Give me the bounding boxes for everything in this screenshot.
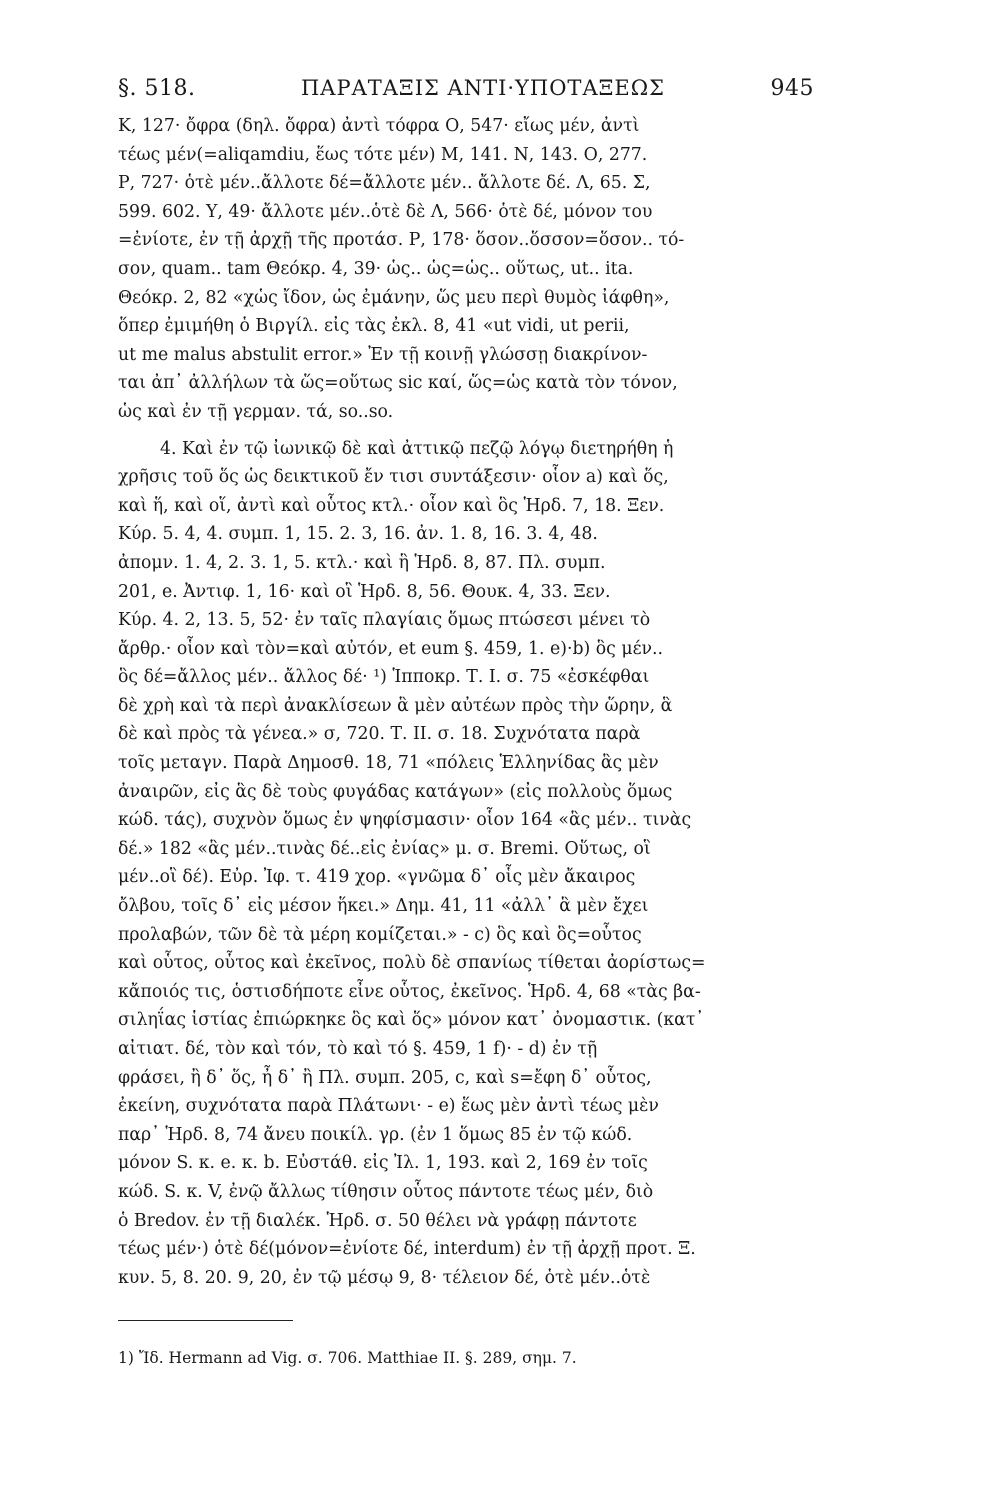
text-line: χρῆσις τοῦ ὅς ὡς δεικτικοῦ ἔν τισι συντάξεσιν· οἷον a) καὶ ὅς, — [118, 467, 669, 488]
text-line: σιληΐας ἱστίας ἐπιώρκηκε ὃς καὶ ὅς» μόνον κατ᾽ ὀνομαστικ. (κατ᾽ — [118, 1010, 705, 1031]
text-line: αἰτιατ. δέ, τὸν καὶ τόν, τὸ καὶ τό §. 459, 1 f)· - d) ἐν τῇ — [118, 1039, 598, 1059]
text-line: ὅπερ ἐμιμήθη ὁ Βιργίλ. εἰς τὰς ἐκλ. 8, 41 «ut vidi, ut perii, — [118, 316, 630, 337]
text-line: ὁ Bredov. ἐν τῇ διαλέκ. Ἡρδ. σ. 50 θέλει νὰ γράφῃ πάντοτε — [118, 1210, 637, 1231]
text-line: ἀναιρῶν, εἰς ἃς δὲ τοὺς φυγάδας κατάγων» (εἰς πολλοὺς ὅμως — [118, 781, 673, 802]
text-line: ὃς δέ=ἄλλος μέν.. ἄλλος δέ· ¹) Ἱπποκρ. Τ. Ι. σ. 75 «ἐσκέφθαι — [118, 667, 650, 688]
section-number: §. 518. — [118, 76, 196, 101]
paragraph-start-line: 4. Καὶ ἐν τῷ ἰωνικῷ δὲ καὶ ἀττικῷ πεζῷ λόγῳ διετηρήθη ἡ — [160, 438, 674, 459]
text-line: καὶ ἥ, καὶ οἵ, ἀντὶ καὶ οὗτος κτλ.· οἷον καὶ ὃς Ἡρδ. 7, 18. Ξεν. — [118, 495, 665, 516]
paragraph-gap — [118, 427, 808, 435]
text-line: τέως μέν·) ὁτὲ δέ(μόνον=ἐνίοτε δέ, interdum) ἐν τῇ ἀρχῇ προτ. Ξ. — [118, 1239, 696, 1260]
footnote-divider — [118, 1320, 293, 1321]
text-line: κώδ. S. κ. V, ἐνῷ ἄλλως τίθησιν οὗτος πάντοτε τέως μέν, διὸ — [118, 1181, 654, 1202]
text-line: ὡς καὶ ἐν τῇ γερμαν. τά, so..so. — [118, 401, 394, 422]
text-line: 599. 602. Υ, 49· ἄλλοτε μέν..ὁτὲ δὲ Λ, 566· ὁτὲ δέ, μόνον του — [118, 201, 653, 222]
text-line: καὶ οὗτος, οὗτος καὶ ἐκεῖνος, πολὺ δὲ σπανίως τίθεται ἀορίστως= — [118, 953, 706, 974]
text-line: μέν..οἳ δέ). Εὐρ. Ἰφ. τ. 419 χορ. «γνῶμα δ᾽ οἷς μὲν ἄκαιρος — [118, 867, 636, 888]
text-line: δὲ καὶ πρὸς τὰ γένεα.» σ, 720. Τ. ΙΙ. σ. 18. Συχνότατα παρὰ — [118, 724, 641, 745]
text-line: Κύρ. 4. 2, 13. 5, 52· ἐν ταῖς πλαγίαις ὅμως πτώσεσι μένει τὸ — [118, 610, 651, 631]
text-line: τοῖς μεταγν. Παρὰ Δημοσθ. 18, 71 «πόλεις Ἑλληνίδας ἃς μὲν — [118, 753, 659, 774]
text-line: Κύρ. 5. 4, 4. συμπ. 1, 15. 2. 3, 16. ἀν. 1. 8, 16. 3. 4, 48. — [118, 524, 598, 545]
page-header — [118, 76, 814, 101]
running-title: ΠΑΡΑΤΑΞΙΣ ΑΝΤΙ·ΥΠΟΤΑΞΕΩΣ — [300, 76, 665, 100]
text-line: =ἐνίοτε, ἐν τῇ ἀρχῇ τῆς προτάσ. Ρ, 178· ὅσον..ὅσσον=ὅσον.. τό- — [118, 230, 685, 251]
text-line: παρ᾽ Ἡρδ. 8, 74 ἄνευ ποικίλ. γρ. (ἐν 1 ὅμως 85 ἐν τῷ κώδ. — [118, 1124, 633, 1145]
text-line: ὄλβου, τοῖς δ᾽ εἰς μέσον ἥκει.» Δημ. 41, 11 «ἀλλ᾽ ἃ μὲν ἔχει — [118, 896, 649, 917]
text-line: 201, e. Ἀντιφ. 1, 16· καὶ οἳ Ἡρδ. 8, 56. Θουκ. 4, 33. Ξεν. — [118, 581, 611, 602]
body-text — [118, 112, 808, 1292]
text-line: τέως μέν(=aliqamdiu, ἕως τότε μέν) Μ, 141. Ν, 143. Ο, 277. — [118, 144, 648, 165]
text-line: ut me malus abstulit error.» Ἐν τῇ κοινῇ γλώσσῃ διακρίνον- — [118, 344, 648, 365]
text-line: κώδ. τάς), συχνὸν ὅμως ἐν ψηφίσμασιν· οἷον 164 «ἃς μέν.. τινὰς — [118, 810, 692, 831]
text-line: ἐκείνη, συχνότατα παρὰ Πλάτωνι· - e) ἕως μὲν ἀντὶ τέως μὲν — [118, 1096, 659, 1117]
text-line: Κ, 127· ὄφρα (δηλ. ὄφρα) ἀντὶ τόφρα Ο, 547· εἴως μέν, ἀντὶ — [118, 116, 640, 136]
text-line: κυν. 5, 8. 20. 9, 20, ἐν τῷ μέσῳ 9, 8· τέλειον δέ, ὁτὲ μέν..ὁτὲ — [118, 1267, 651, 1288]
text-line: Θεόκρ. 2, 82 «χὡς ἴδον, ὡς ἐμάνην, ὥς μευ περὶ θυμὸς ἰάφθη», — [118, 287, 670, 308]
text-line: κἄποιός τις, ὁστισδήποτε εἶνε οὗτος, ἐκεῖνος. Ἡρδ. 4, 68 «τὰς βα- — [118, 981, 701, 1002]
text-line: ἄρθρ.· οἷον καὶ τὸν=καὶ αὐτόν, et eum §. 459, 1. e)·b) ὃς μέν.. — [118, 638, 664, 659]
text-line: φράσει, ἢ δ᾽ ὅς, ἦ δ᾽ ἢ Πλ. συμπ. 205, c, καὶ s=ἔφη δ᾽ οὗτος, — [118, 1067, 652, 1088]
text-line: σον, quam.. tam Θεόκρ. 4, 39· ὡς.. ὡς=ὡς.. οὕτως, ut.. ita. — [118, 258, 634, 279]
text-line: ἀπομν. 1. 4, 2. 3. 1, 5. κτλ.· καὶ ἣ Ἡρδ. 8, 87. Πλ. συμπ. — [118, 552, 606, 573]
text-line: μόνον S. κ. e. κ. b. Εὐστάθ. εἰς Ἰλ. 1, 193. καὶ 2, 169 ἐν τοῖς — [118, 1153, 648, 1174]
text-line: δέ.» 182 «ἃς μέν..τινὰς δέ..εἰς ἐνίας» μ. σ. Bremi. Οὕτως, οἳ — [118, 838, 651, 859]
footnote: 1) Ἴδ. Hermann ad Vig. σ. 706. Matthiae II. §. 289, σημ. 7. — [118, 1349, 577, 1367]
text-line: Ρ, 727· ὁτὲ μέν..ἄλλοτε δέ=ἄλλοτε μέν.. ἄλλοτε δέ. Λ, 65. Σ, — [118, 173, 651, 194]
page-number: 945 — [770, 76, 814, 101]
text-line: δὲ χρὴ καὶ τὰ περὶ ἀνακλίσεων ἃ μὲν αὐτέων πρὸς τὴν ὥρην, ἃ — [118, 695, 673, 716]
text-line: ται ἀπ᾽ ἀλλήλων τὰ ὥς=οὕτως sic καί, ὥς=ὡς κατὰ τὸν τόνον, — [118, 373, 678, 394]
text-line: προλαβών, τῶν δὲ τὰ μέρη κομίζεται.» - c) ὃς καὶ ὃς=οὗτος — [118, 924, 642, 945]
